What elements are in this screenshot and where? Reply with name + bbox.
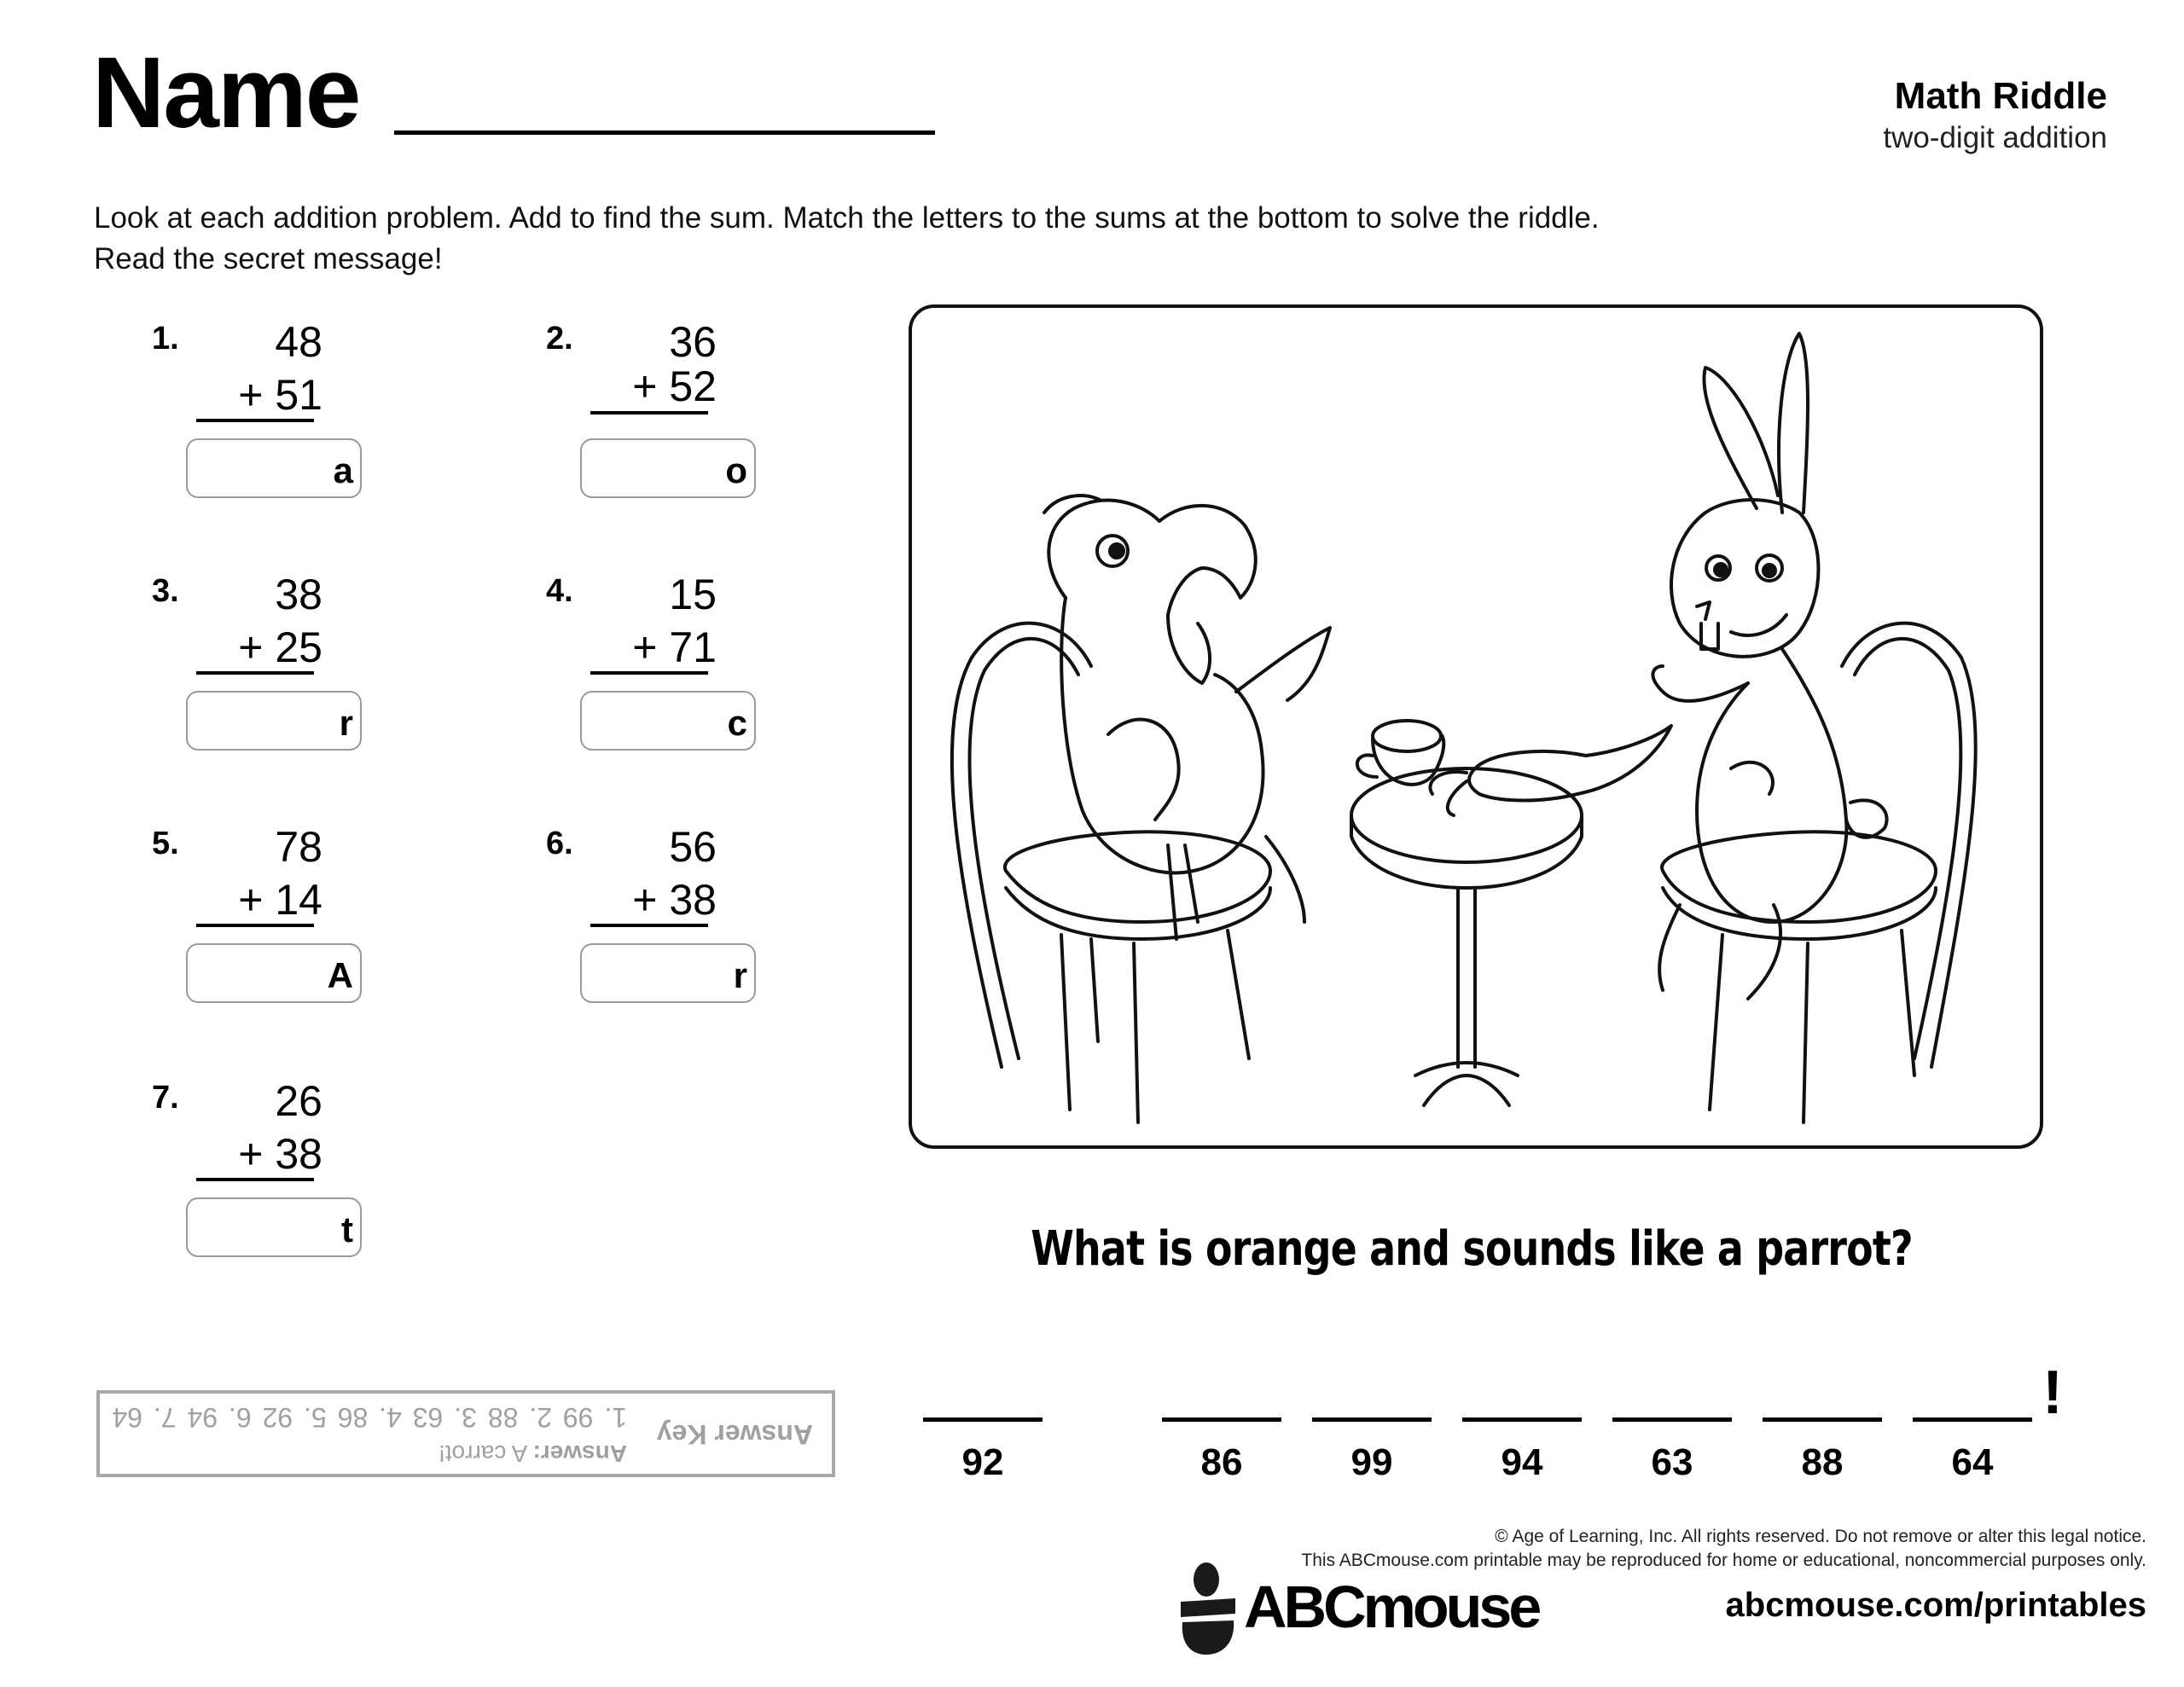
addend-top: 78	[275, 823, 322, 871]
legal-notice-2: This ABCmouse.com printable may be reproduced for home or educational, noncommercial purposes only.	[1301, 1551, 2146, 1570]
riddle-blank-5[interactable]	[1612, 1417, 1732, 1422]
answer-letter: r	[339, 703, 353, 743]
riddle-blank-1[interactable]	[923, 1417, 1043, 1422]
addend-top: 26	[275, 1077, 322, 1125]
addend-top: 15	[669, 571, 717, 618]
addend-top: 38	[275, 571, 322, 618]
sum-line	[196, 924, 314, 927]
problem-number: 6.	[546, 826, 573, 861]
illustration-frame	[909, 304, 2043, 1149]
problem-number: 1.	[152, 321, 179, 357]
problem-number: 7.	[152, 1080, 179, 1116]
problem-4	[546, 566, 768, 822]
answer-box[interactable]	[186, 1197, 362, 1257]
answer-key-answer	[439, 1440, 627, 1467]
riddle-question: What is orange and sounds like a parrot?	[1031, 1221, 1913, 1277]
riddle-blank-2[interactable]	[1162, 1417, 1281, 1422]
problem-5	[152, 819, 374, 1075]
legal-notice-1: © Age of Learning, Inc. All rights reserved. Do not remove or alter this legal notice.	[1495, 1527, 2146, 1546]
sum-line	[590, 671, 708, 675]
answer-letter: r	[733, 955, 747, 995]
addend-top: 56	[669, 823, 717, 871]
addend-bottom: + 25	[238, 623, 322, 671]
problem-2	[546, 314, 768, 570]
addend-top: 36	[669, 318, 717, 366]
problem-6	[546, 819, 768, 1075]
sum-line	[590, 924, 708, 927]
answer-box[interactable]	[580, 943, 756, 1003]
parrot-rabbit-illustration	[912, 308, 2040, 1145]
printables-url[interactable]: abcmouse.com/printables	[1725, 1586, 2146, 1624]
problem-number: 2.	[546, 321, 573, 357]
addend-bottom: + 14	[238, 876, 322, 924]
riddle-blank-number: 86	[1200, 1441, 1243, 1483]
answer-key-answer-label: Answer:	[532, 1441, 627, 1467]
answer-letter: A	[327, 955, 353, 995]
answer-letter: a	[333, 450, 353, 490]
riddle-end-mark: !	[2042, 1359, 2063, 1427]
answer-key-list: 1. 99 2. 88 3. 63 4. 86 5. 92 6. 94 7. 64	[112, 1402, 627, 1433]
answer-key-answer-text: A carrot!	[439, 1441, 528, 1467]
riddle-blank-7[interactable]	[1913, 1417, 2032, 1422]
abcmouse-logo-text: ABCmouse	[1244, 1574, 1539, 1640]
answer-letter: c	[727, 703, 747, 743]
abcmouse-mouse-icon	[1174, 1561, 1242, 1655]
sum-line	[196, 419, 314, 422]
riddle-blank-4[interactable]	[1462, 1417, 1582, 1422]
answer-box[interactable]	[580, 691, 756, 751]
riddle-blank-6[interactable]	[1763, 1417, 1882, 1422]
answer-letter: o	[725, 450, 747, 490]
problem-number: 4.	[546, 573, 573, 609]
problem-3	[152, 566, 374, 822]
riddle-blank-number: 94	[1501, 1441, 1543, 1483]
sum-line	[590, 411, 708, 415]
instructions-line-1: Look at each addition problem. Add to find the sum. Match the letters to the sums at the bottom to solve the riddle.	[94, 201, 1600, 235]
sum-line	[196, 671, 314, 675]
addend-top: 48	[275, 318, 322, 366]
riddle-blank-number: 63	[1651, 1441, 1693, 1483]
instructions-line-2: Read the secret message!	[94, 242, 443, 275]
addend-bottom: + 38	[238, 1130, 322, 1178]
addend-bottom: + 51	[238, 371, 322, 419]
addend-bottom: + 52	[632, 362, 717, 410]
sum-line	[196, 1178, 314, 1181]
addend-bottom: + 38	[632, 876, 717, 924]
parrot-icon	[1044, 496, 1330, 939]
riddle-blank-3[interactable]	[1312, 1417, 1432, 1422]
name-write-line[interactable]	[394, 130, 935, 135]
problem-1	[152, 314, 374, 570]
answer-box[interactable]	[186, 691, 362, 751]
left-chair-icon	[952, 623, 1270, 1122]
abcmouse-logo	[1174, 1561, 1549, 1655]
problem-number: 5.	[152, 826, 179, 861]
table-icon	[1351, 768, 1582, 1105]
addend-bottom: + 71	[632, 623, 717, 671]
answer-key-title: Answer Key	[656, 1419, 813, 1450]
worksheet-subtitle: two-digit addition	[1883, 121, 2107, 154]
problem-7	[152, 1073, 374, 1329]
answer-box[interactable]	[186, 943, 362, 1003]
answer-key-box	[96, 1390, 835, 1477]
answer-letter: t	[341, 1209, 353, 1249]
cup-icon	[1357, 721, 1443, 785]
answer-box[interactable]	[186, 438, 362, 498]
answer-box[interactable]	[580, 438, 756, 498]
riddle-blank-number: 99	[1350, 1441, 1393, 1483]
problem-number: 3.	[152, 573, 179, 609]
carrot-icon	[1430, 726, 1671, 815]
name-label: Name	[92, 37, 360, 149]
riddle-blank-number: 92	[961, 1441, 1004, 1483]
riddle-blank-number: 88	[1801, 1441, 1844, 1483]
worksheet-title: Math Riddle	[1894, 75, 2107, 117]
riddle-blank-number: 64	[1951, 1441, 1994, 1483]
